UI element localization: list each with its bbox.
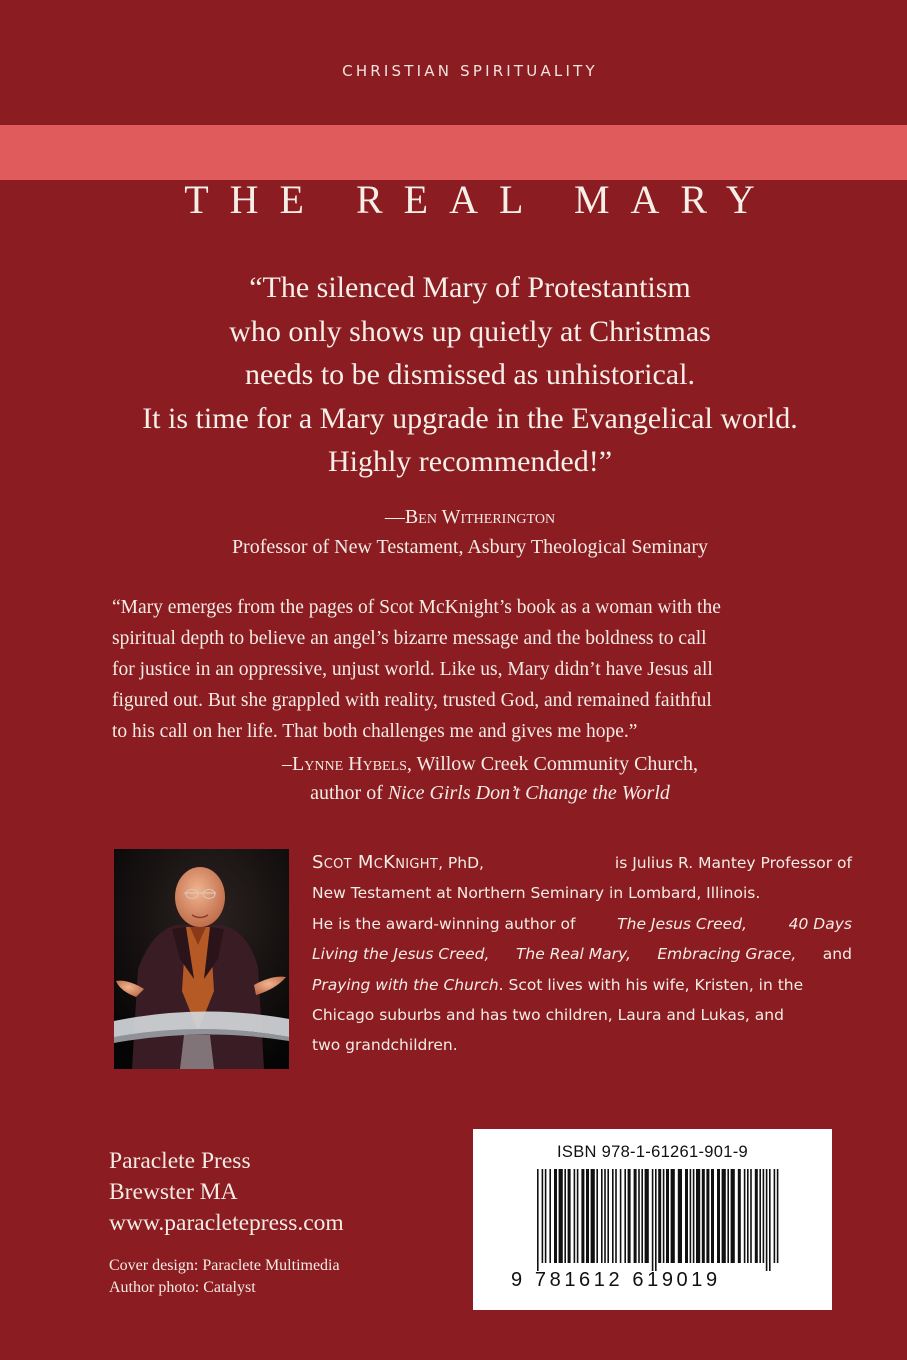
barcode-bar [769,1169,771,1271]
author-bio [312,848,852,1061]
barcode-bar [577,1169,579,1263]
barcode-bar [658,1169,661,1263]
barcode-bar [620,1169,622,1263]
barcode-bar [690,1169,692,1263]
bio-text: . Scot lives with his wife, Kristen, in the [498,975,804,994]
barcode-bar [777,1169,779,1263]
barcode-bar [607,1169,609,1263]
barcode-bar [564,1169,566,1263]
barcode-bar [731,1169,735,1263]
endorsement-quote-1 [0,266,907,484]
bio-book-title: The Real Mary, [515,945,631,964]
barcode-bar [750,1169,752,1263]
barcode-bar [554,1169,557,1263]
endorser-name: Lynne Hybels [292,753,407,775]
barcode-bar [763,1169,765,1263]
credits [109,1255,340,1299]
barcode-bar [545,1169,547,1263]
endorsement-quote-2 [112,592,852,747]
endorser-book-title: Nice Girls Don’t Change the World [387,782,670,804]
barcode-bar [759,1169,761,1263]
barcode-bar [601,1169,603,1263]
barcode-bar [624,1169,626,1263]
bio-book-title: Living the Jesus Creed, [312,945,490,964]
barcode-panel [473,1129,832,1310]
barcode-icon [535,1169,785,1271]
barcode-bar [755,1169,758,1263]
barcode-bar [586,1169,589,1263]
quote2-line: spiritual depth to believe an angel’s bizarre message and the boldness to call [112,628,707,649]
author-photo [114,849,289,1069]
endorsement-attribution-2 [0,750,907,808]
bio-text: He is the award-winning author of [312,914,576,933]
bio-text: Chicago suburbs and has two children, Laura and Lukas, and [312,1006,784,1025]
barcode-bar [666,1169,669,1263]
bio-book-title: Embracing Grace, [657,945,797,964]
barcode-bar [671,1169,675,1263]
quote2-line: for justice in an oppressive, unjust world. Like us, Mary didn’t have Jesus all [112,659,713,680]
barcode-bar [596,1169,598,1263]
quote1-line: needs to be dismissed as unhistorical. [245,358,695,391]
barcode-bar [696,1169,700,1263]
barcode-bar [615,1169,617,1263]
barcode-bar [717,1169,720,1263]
barcode-bar [559,1169,563,1263]
endorser-role: Professor of New Testament, Asbury Theological Seminary [231,536,709,558]
endorser-name: Ben Witherington [404,506,556,528]
cover-design-credit: Cover design: Paraclete Multimedia [109,1257,340,1274]
barcode-bar [542,1169,544,1263]
category-label: CHRISTIAN SPIRITUALITY [342,62,598,80]
barcode-bar [722,1169,726,1263]
barcode-bar [706,1169,709,1263]
accent-band [0,125,907,180]
bio-text: and [822,945,852,964]
barcode-bar [568,1169,571,1263]
barcode-bar [581,1169,584,1263]
barcode-bar [738,1169,741,1263]
barcode-bar [634,1169,637,1263]
bio-text: is Julius R. Mantey Professor of [614,854,852,872]
barcode-bar [628,1169,631,1263]
quote2-line: “Mary emerges from the pages of Scot McKnight’s book as a woman with the [112,597,721,618]
attribution-dash: – [282,753,293,775]
barcode-bar [774,1169,776,1263]
quote1-line: “The silenced Mary of Protestantism [249,271,691,304]
barcode-bar [744,1169,746,1263]
barcode-digits: 9 781612 619019 [511,1269,721,1291]
barcode-bar [766,1169,768,1271]
barcode-bar [612,1169,614,1263]
endorsement-attribution-1 [0,502,907,562]
barcode-bar [655,1169,657,1271]
bio-text: two grandchildren. [312,1036,458,1055]
book-title: THE REAL MARY [184,177,776,222]
barcode-bar [638,1169,640,1263]
barcode-bar [702,1169,705,1263]
barcode-bar [711,1169,714,1263]
barcode-bar [652,1169,654,1271]
publisher-name: Paraclete Press [109,1148,251,1174]
isbn-label: ISBN 978-1-61261-901-9 [557,1143,748,1161]
quote1-line: Highly recommended!” [327,445,613,478]
quote1-line: who only shows up quietly at Christmas [229,314,711,348]
barcode-bar [747,1169,749,1263]
barcode-bar [663,1169,665,1263]
bio-book-title: 40 Days [788,914,852,933]
endorser-org: , Willow Creek Community Church, [406,753,698,775]
publisher-info [109,1146,344,1239]
barcode-bar [641,1169,643,1263]
attribution-dash: — [384,506,405,528]
barcode-bar [678,1169,682,1263]
bio-book-title: Praying with the Church [312,975,499,994]
author-of-label: author of [310,782,388,804]
quote2-line: figured out. But she grappled with reality, trusted God, and remained faithful [112,690,712,711]
barcode-bar [604,1169,606,1263]
bio-book-title: The Jesus Creed, [617,914,747,933]
barcode-bar [574,1169,576,1263]
barcode-bar [591,1169,595,1263]
barcode-bar [685,1169,688,1263]
publisher-location: Brewster MA [109,1179,238,1205]
barcode-bar [549,1169,551,1263]
barcode-bar [537,1169,539,1271]
bio-text: New Testament at Northern Seminary in Lombard, Illinois. [312,884,761,903]
barcode-bar [693,1169,695,1263]
barcode-bar [727,1169,729,1263]
author-degree: , PhD, [438,854,484,872]
barcode-bar [645,1169,649,1263]
publisher-website: www.paracletepress.com [109,1210,344,1236]
author-photo-credit: Author photo: Catalyst [109,1279,256,1296]
quote2-line: to his call on her life. That both challenges me and gives me hope.” [112,721,638,742]
quote1-line: It is time for a Mary upgrade in the Evangelical world. [142,401,798,435]
author-name: Scot McKnight [312,852,439,873]
